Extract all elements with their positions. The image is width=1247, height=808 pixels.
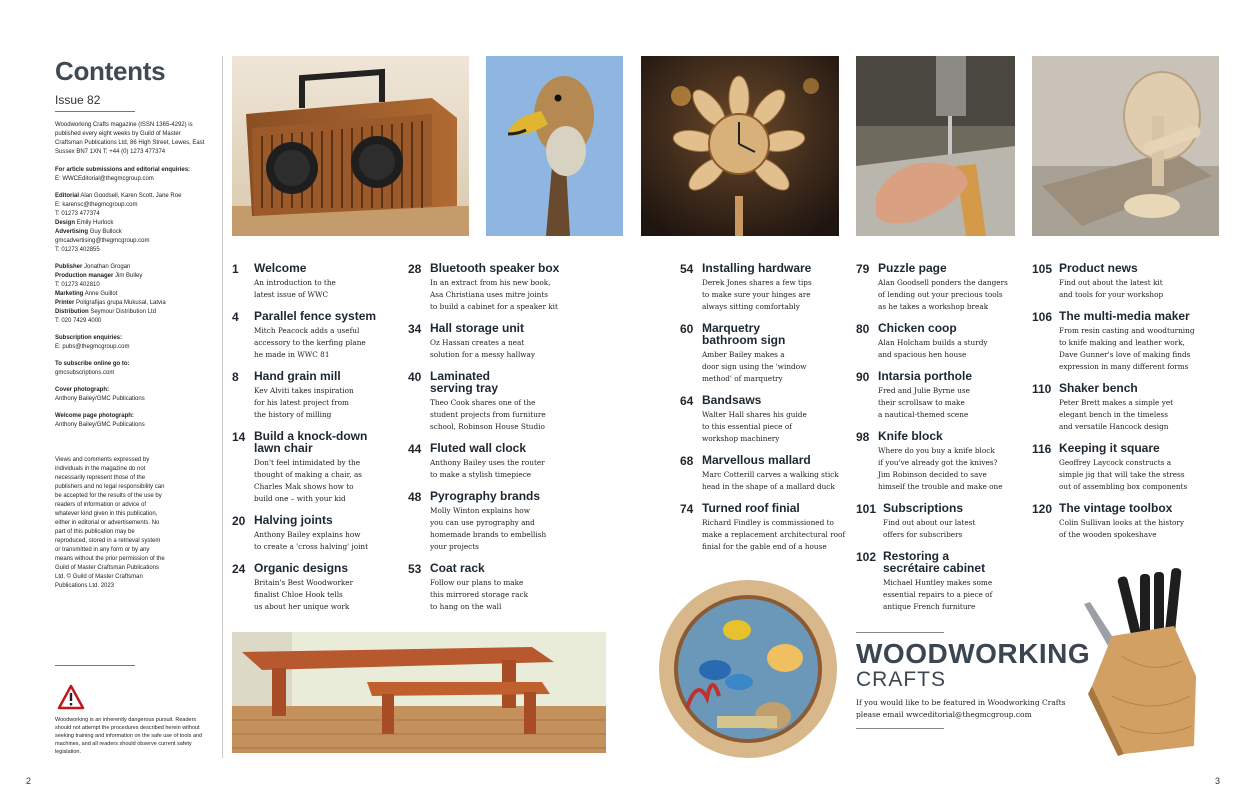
contents-entry[interactable]: 44 Fluted wall clock Anthony Bailey uses the router to make a stylish timepiece (408, 441, 545, 479)
column-divider (222, 56, 223, 758)
magazine-logo-main: WOODWORKING (856, 638, 1091, 669)
contents-entry[interactable]: 53 Coat rack Follow our plans to make this mirrored storage rack to hang on the wall (408, 561, 529, 611)
contents-entry[interactable]: 68 Marvellous mallard Marc Cotterill carves a walking stick head in the shape of a mallard duck (680, 453, 839, 491)
warning-triangle-icon (57, 684, 85, 710)
bandsaw-photo (856, 56, 1015, 236)
submissions-block: For article submissions and editorial enquiries: E: WWCEditorial@thegmcgroup.com (55, 167, 191, 182)
safety-warning: Woodworking is an inherently dangerous pursuit. Readers should not attempt the procedures described herein without seeking training and information on the safe use of tools and machines, and all readers should observe current safety legislation. (55, 717, 203, 755)
contents-entry[interactable]: 116 Keeping it square Geoffrey Laycock constructs a simple jig that will take the stress out of assembling box components (1032, 441, 1188, 491)
logo-rule-bottom (856, 728, 944, 729)
contents-entry[interactable]: 102 Restoring a secrétaire cabinet Michael Huntley makes some essential repairs to a piece of antique French furniture (856, 549, 993, 611)
contents-entry[interactable]: 60 Marquetry bathroom sign Amber Bailey makes a door sign using the 'window method' of marquetry (680, 321, 807, 383)
subscription-block: Subscription enquiries: E: pubs@thegmcgroup.com (55, 335, 130, 350)
publisher-block: Publisher Jonathan Grogan Production manager Jim Bulley T: 01273 402810 Marketing Anne Guillot Printer Poligrafijas grupa Mukusal, Latvia Distribution Seymour Distribution Ltd T: 020 7429 4000 (55, 264, 166, 324)
logo-rule-top (856, 632, 944, 633)
contents-entry[interactable]: 105 Product news Find out about the latest kit and tools for your workshop (1032, 261, 1164, 299)
contents-entry[interactable]: 79 Puzzle page Alan Goodsell ponders the dangers of lending out your precious tools as he takes a workshop break (856, 261, 1008, 311)
knife-block-photo (1082, 566, 1202, 758)
contents-entry[interactable]: 54 Installing hardware Derek Jones shares a few tips to make sure your hinges are always sitting comfortably (680, 261, 812, 311)
cover-credit-block: Cover photograph: Anthony Bailey/GMC Publications (55, 387, 145, 402)
contents-entry[interactable]: 1 Welcome An introduction to the latest issue of WWC (232, 261, 336, 299)
contents-entry[interactable]: 4 Parallel fence system Mitch Peacock adds a useful accessory to the kerfing plane he made in WWC 81 (232, 309, 377, 359)
contents-entry[interactable]: 8 Hand grain mill Kev Alviti takes inspiration for his latest project from the history of milling (232, 369, 354, 419)
divider (55, 665, 135, 666)
mallard-carving-photo (486, 56, 623, 236)
contents-entry[interactable]: 14 Build a knock-down lawn chair Don't feel intimidated by the thought of making a chair, as Charles Mak shows how to build one – with your kid (232, 429, 368, 503)
feature-invite-text: If you would like to be featured in Woodworking Crafts please email wwceditorial@thegmcgroup.com (856, 698, 1066, 719)
masthead-sidebar (55, 56, 205, 591)
disclaimer: Views and comments expressed by individuals in the magazine do not necessarily represent those of the publishers and no legal responsibility can be accepted for the results of the use by readers of information or advice of whatever kind given in this publication, either in editorial or advertisements. No part of this publication may be reproduced, stored in a retrieval system or transmitted in any form or by any means without the prior permission of the Guild of Master Craftsman Publications Ltd. © Guild of Master Craftsman Publications Ltd. 2023 (55, 457, 165, 589)
subscribe-online-block: To subscribe online go to: gmcsubscriptions.com (55, 361, 130, 376)
contents-entry[interactable]: 98 Knife block Where do you buy a knife block if you've already got the knives? Jim Robinson decided to save himself the trouble and make one (856, 429, 1003, 491)
welcome-credit-block: Welcome page photograph: Anthony Bailey/GMC Publications (55, 413, 145, 428)
contents-entry[interactable]: 106 The multi-media maker From resin casting and woodturning to knife making and leather work, Dave Gunner's love of making finds expression in many different forms (1032, 309, 1195, 371)
contents-entry[interactable]: 74 Turned roof finial Richard Findley is commissioned to make a replacement architectural roof finial for the gable end of a house (680, 501, 846, 551)
staff-block: Editorial Alan Goodsell, Karen Scott, Jane Roe E: karensc@thegmcgroup.com T: 01273 477374 Design Emily Hurlock Advertising Guy Bullock gmcadvertising@thegmcgroup.com T: 01273 402855 (55, 193, 182, 253)
publication-info: Woodworking Crafts magazine (ISSN 1365-4292) is published every eight weeks by Guild of Master Craftsman Publications Ltd, 86 High Street, Lewes, East Sussex BN7 1XN T: +44 (0) 1273 477374 (55, 122, 205, 155)
contents-entry[interactable]: 48 Pyrography brands Molly Winton explains how you can use pyrography and homemade brands to embellish your projects (408, 489, 547, 551)
contents-entry[interactable]: 90 Intarsia porthole Fred and Julie Byrne use their scrollsaw to make a nautical-themed scene (856, 369, 973, 419)
issue-number: Issue 82 (55, 93, 135, 112)
shaker-bench-photo (232, 632, 606, 753)
contents-entry[interactable]: 28 Bluetooth speaker box In an extract from his new book, Asa Christiana uses mitre joints to build a cabinet for a speaker kit (408, 261, 560, 311)
page-title: Contents (55, 56, 166, 86)
contents-entry[interactable]: 120 The vintage toolbox Colin Sullivan looks at the history of the wooden spokeshave (1032, 501, 1185, 539)
contents-entry[interactable]: 40 Laminated serving tray Theo Cook shares one of the student projects from furniture school, Robinson House Studio (408, 369, 546, 431)
contents-entry[interactable]: 110 Shaker bench Peter Brett makes a simple yet elegant bench in the timeless and versatile Hancock design (1032, 381, 1174, 431)
page-number-right: 3 (1215, 776, 1221, 786)
speaker-box-photo (232, 56, 469, 236)
page-number-left: 2 (26, 776, 32, 786)
contents-entry[interactable]: 101 Subscriptions Find out about our latest offers for subscribers (856, 501, 976, 539)
contents-entry[interactable]: 24 Organic designs Britain's Best Woodworker finalist Chloe Hook tells us about her unique work (232, 561, 354, 611)
contents-entry[interactable]: 20 Halving joints Anthony Bailey explains how to create a 'cross halving' joint (232, 513, 369, 551)
fluted-wall-clock-photo (641, 56, 839, 236)
intarsia-porthole-photo (657, 578, 839, 760)
contents-entry[interactable]: 80 Chicken coop Alan Holcham builds a sturdy and spacious hen house (856, 321, 988, 359)
contents-entry[interactable]: 34 Hall storage unit Oz Hassan creates a neat solution for a messy hallway (408, 321, 536, 359)
contents-entry[interactable]: 64 Bandsaws Walter Hall shares his guide to this essential piece of workshop machinery (680, 393, 807, 443)
magazine-logo-sub: CRAFTS (856, 668, 946, 691)
hand-grain-mill-photo (1032, 56, 1219, 236)
